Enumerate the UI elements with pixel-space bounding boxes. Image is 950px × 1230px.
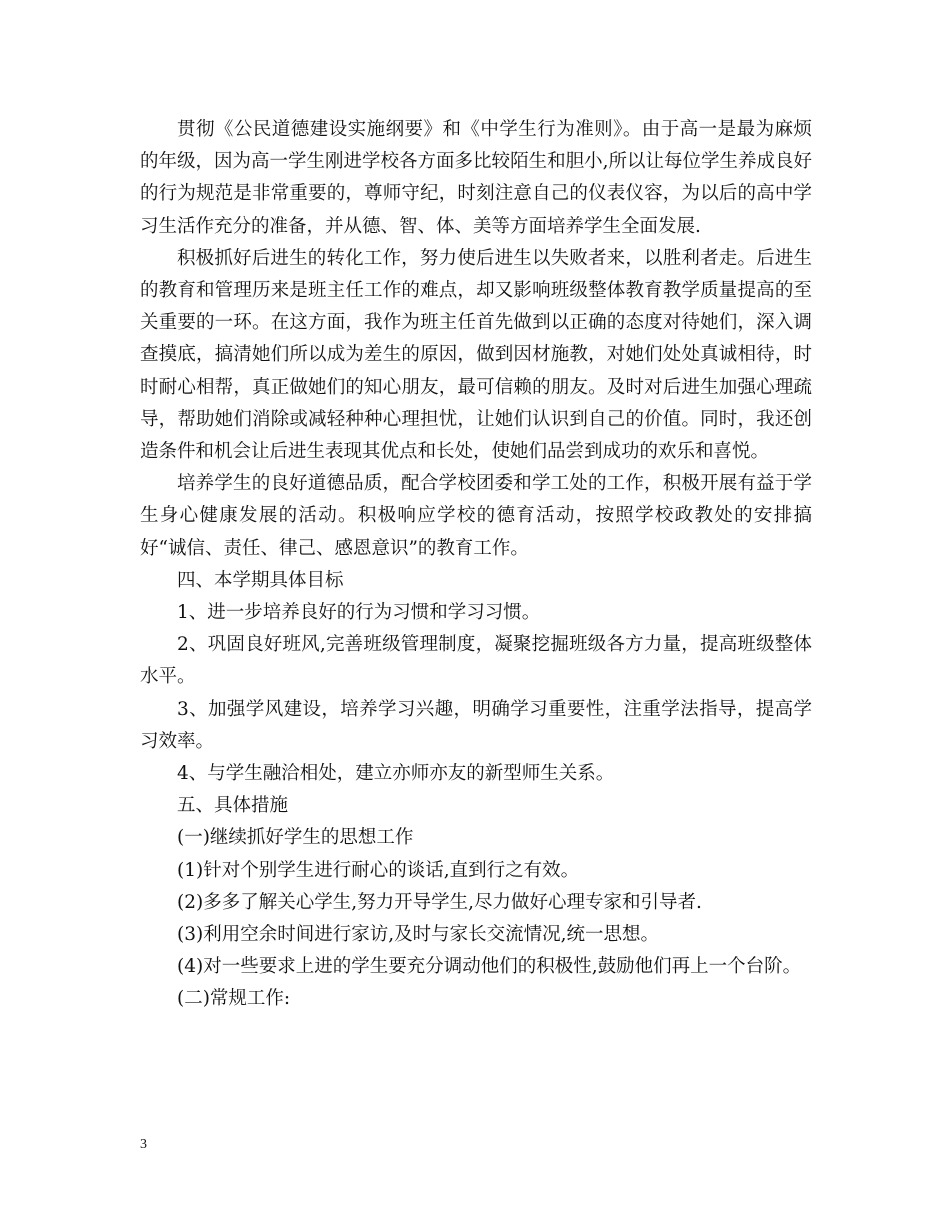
measure-item-4: (4)对一些要求上进的学生要充分调动他们的积极性,鼓励他们再上一个台阶。 xyxy=(177,956,802,978)
measure-item-3: (3)利用空余时间进行家访,及时与家长交流情况,统一思想。 xyxy=(177,924,659,946)
goal-item-2: 2、巩固良好班风,完善班级管理制度，凝聚挖掘班级各方力量，提高班级整体水平。 xyxy=(140,634,812,688)
goal-item-3: 3、加强学风建设，培养学习兴趣，明确学习重要性，注重学法指导，提高学习效率。 xyxy=(140,698,812,752)
section-heading-measures: 五、具体措施 xyxy=(177,795,289,817)
section-heading-goals: 四、本学期具体目标 xyxy=(177,569,344,591)
goal-item-4: 4、与学生融洽相处，建立亦师亦友的新型师生关系。 xyxy=(177,763,615,785)
measure-item-2: (2)多多了解关心学生,努力开导学生,尽力做好心理专家和引导者. xyxy=(177,891,702,913)
paragraph-moral-quality: 培养学生的良好道德品质，配合学校团委和学工处的工作，积极开展有益于学生身心健康发展的活动。积极响应学校的德育活动，按照学校政教处的安排搞好“诚信、责任、律己、感恩意识”的教育工作。 xyxy=(140,473,812,559)
page-number: 3 xyxy=(140,1137,147,1152)
paragraph-moral-education: 贯彻《公民道德建设实施纲要》和《中学生行为准则》。由于高一是最为麻烦的年级，因为高一学生刚进学校各方面多比较陌生和胆小,所以让每位学生养成良好的行为规范是非常重要的，尊师守纪，时刻注意自己的仪表仪容，为以后的高中学习生活作充分的准备，并从德、智、体、美等方面培养学生全面发展. xyxy=(140,119,812,237)
paragraph-underachievers: 积极抓好后进生的转化工作，努力使后进生以失败者来，以胜利者走。后进生的教育和管理历来是班主任工作的难点，却又影响班级整体教育教学质量提高的至关重要的一环。在这方面，我作为班主任首先做到以正确的态度对待她们，深入调查摸底，搞清她们所以成为差生的原因，做到因材施教，对她们处处真诚相待，时时耐心相帮，真正做她们的知心朋友，最可信赖的朋友。及时对后进生加强心理疏导，帮助她们消除或减轻种种心理担忧，让她们认识到自己的价值。同时，我还创造条件和机会让后进生表现其优点和长处，使她们品尝到成功的欢乐和喜悦。 xyxy=(140,247,812,463)
subsection-heading-routine: (二)常规工作: xyxy=(177,988,291,1010)
subsection-heading-ideology: (一)继续抓好学生的思想工作 xyxy=(177,827,414,849)
document-body xyxy=(140,114,812,1016)
measure-item-1: (1)针对个别学生进行耐心的谈话,直到行之有效。 xyxy=(177,859,580,881)
goal-item-1: 1、进一步培养良好的行为习惯和学习习惯。 xyxy=(177,602,541,624)
